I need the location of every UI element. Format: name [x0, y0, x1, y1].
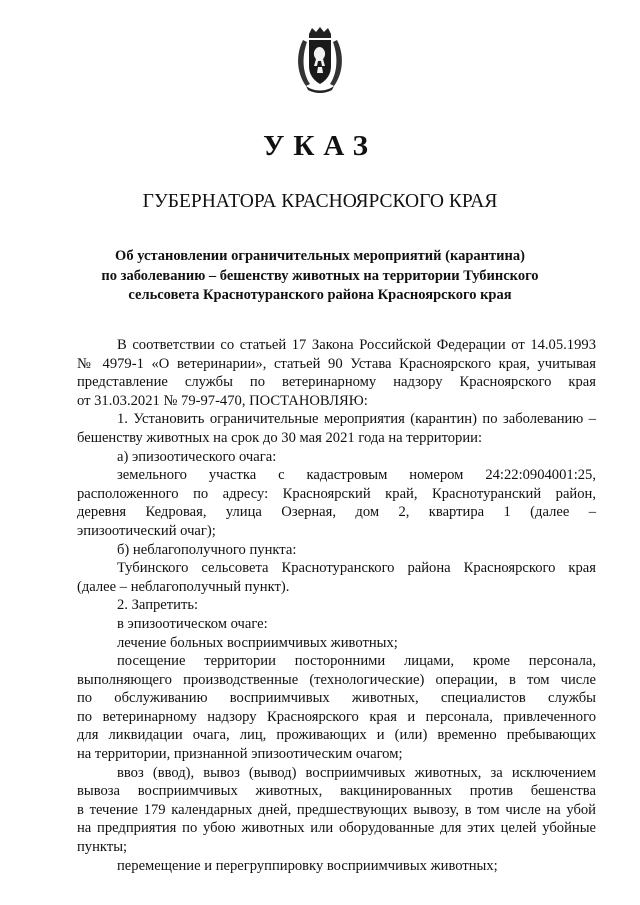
decree-body: [77, 336, 596, 875]
body-line: пункты;: [77, 839, 128, 856]
body-line: представление службы по ветеринарному надзору Красноярского края: [77, 374, 596, 391]
krasnoyarsk-coat-of-arms-icon: [294, 26, 346, 94]
body-line: перемещение и перегруппировку восприимчивых животных;: [117, 857, 498, 874]
body-line: В соответствии со статьей 17 Закона Российской Федерации от 14.05.1993: [117, 337, 596, 353]
body-line: (далее – неблагополучный пункт).: [77, 578, 290, 595]
heading-line: Об установлении ограничительных мероприятий (карантина): [115, 248, 525, 264]
body-line: деревня Кедровая, улица Озерная, дом 2, квартира 1 (далее –: [77, 504, 596, 521]
body-line: 2. Запретить:: [117, 597, 199, 614]
heading-line: сельсовета Краснотуранского района Красноярского края: [128, 287, 512, 303]
heading-line: по заболеванию – бешенству животных на территории Тубинского: [101, 267, 539, 284]
body-line: посещение территории посторонними лицами, кроме персонала,: [117, 653, 596, 670]
body-line: на территории, признанной эпизоотическим очагом;: [77, 746, 403, 763]
body-line: в течение 179 календарных дней, предшествующих вывозу, в том числе на убой: [77, 801, 596, 818]
body-line: а) эпизоотического очага:: [117, 448, 277, 465]
body-line: на предприятия по убою животных или оборудованные для этих целей убойные: [77, 820, 596, 837]
body-line: по обслуживанию восприимчивых животных, специалистов службы: [77, 690, 596, 707]
document-subtitle: ГУБЕРНАТОРА КРАСНОЯРСКОГО КРАЯ: [142, 191, 498, 212]
body-line: расположенного по адресу: Красноярский край, Краснотуранский район,: [77, 485, 596, 502]
document-title: УКАЗ: [263, 130, 377, 162]
body-line: по ветеринарному надзору Красноярского края и персонала, привлеченного: [77, 708, 596, 725]
body-line: для ликвидации очага, лиц, проживающих и (или) временно пребывающих: [77, 727, 596, 744]
body-line: 1. Установить ограничительные мероприятия (карантин) по заболеванию –: [117, 411, 596, 428]
body-line: земельного участка с кадастровым номером 24:22:0904001:25,: [117, 467, 596, 484]
body-line: ввоз (ввод), вывоз (вывод) восприимчивых животных, за исключением: [117, 764, 596, 781]
body-line: бешенству животных на срок до 30 мая 2021 года на территории:: [77, 429, 483, 446]
body-line: выполняющего производственные (технологические) операции, в том числе: [77, 671, 596, 688]
decree-heading: [80, 247, 560, 306]
body-line: б) неблагополучного пункта:: [117, 541, 297, 558]
body-line: лечение больных восприимчивых животных;: [117, 634, 398, 651]
body-line: вывоза восприимчивых животных, вакцинированных против бешенства: [77, 783, 596, 800]
body-line: № 4979-1 «О ветеринарии», статьей 90 Устава Красноярского края, учитывая: [77, 355, 596, 372]
body-line: от 31.03.2021 № 79-97-470, ПОСТАНОВЛЯЮ:: [77, 392, 368, 409]
body-line: эпизоотический очаг);: [77, 522, 216, 539]
body-line: в эпизоотическом очаге:: [117, 615, 268, 632]
body-line: Тубинского сельсовета Краснотуранского района Красноярского края: [117, 560, 596, 577]
